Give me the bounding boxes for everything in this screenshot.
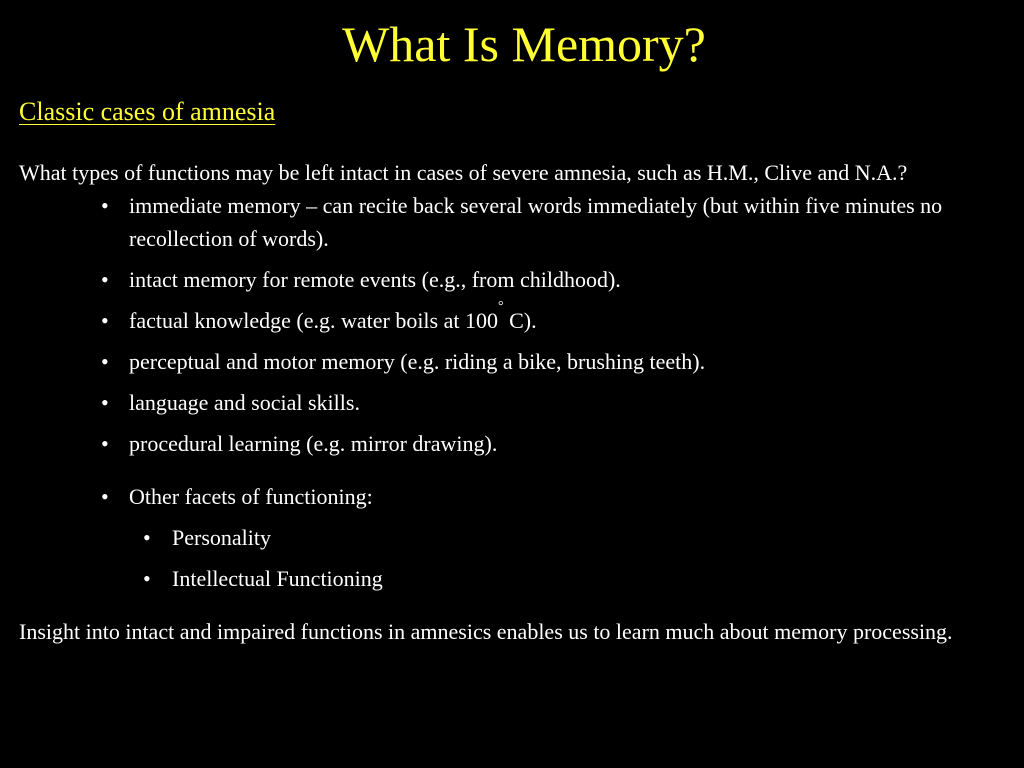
list-item-text [129,299,537,333]
bullet-icon: • [101,267,109,292]
sub-list-item [19,562,999,595]
bullet-icon: • [143,525,151,550]
intro-paragraph: What types of functions may be left intact in cases of severe amnesia, such as H.M., Clive and N.A.? [19,160,908,185]
slide-title: What Is Memory? [342,16,706,72]
slide-body [19,156,999,648]
closing-paragraph: Insight into intact and impaired functions in amnesics enables us to learn much about memory processing. [19,619,953,644]
list-item [19,189,999,255]
list-item [19,386,999,419]
list-item-text: language and social skills. [129,390,360,415]
bullet-icon: • [101,484,109,509]
other-facets-heading: Other facets of functioning: [129,484,373,509]
sub-list-item-text: Intellectual Functioning [172,566,383,591]
bullet-icon: • [101,390,109,415]
bullet-icon: • [101,308,109,333]
bullet-icon: • [101,431,109,456]
bullet-icon: • [101,193,109,218]
list-item [19,263,999,296]
list-item-text: intact memory for remote events (e.g., from childhood). [129,267,621,292]
list-item-text-part: C). [503,308,537,333]
slide-subtitle: Classic cases of amnesia [19,97,276,126]
bullet-icon: • [143,566,151,591]
list-item [19,480,999,513]
intact-functions-list [19,189,999,595]
list-item-text-part: factual knowledge (e.g. water boils at 100 [129,308,498,333]
list-item [19,427,999,460]
list-item-text: procedural learning (e.g. mirror drawing). [129,431,498,456]
sub-list-item [19,521,999,554]
list-item-text: immediate memory – can recite back several words immediately (but within five minutes no recollection of words). [129,193,943,251]
list-item [19,299,999,337]
sub-list-item-text: Personality [172,525,271,550]
degree-symbol: ° [497,299,504,314]
bullet-icon: • [101,349,109,374]
list-item [19,345,999,378]
list-item-text: perceptual and motor memory (e.g. riding a bike, brushing teeth). [129,349,706,374]
